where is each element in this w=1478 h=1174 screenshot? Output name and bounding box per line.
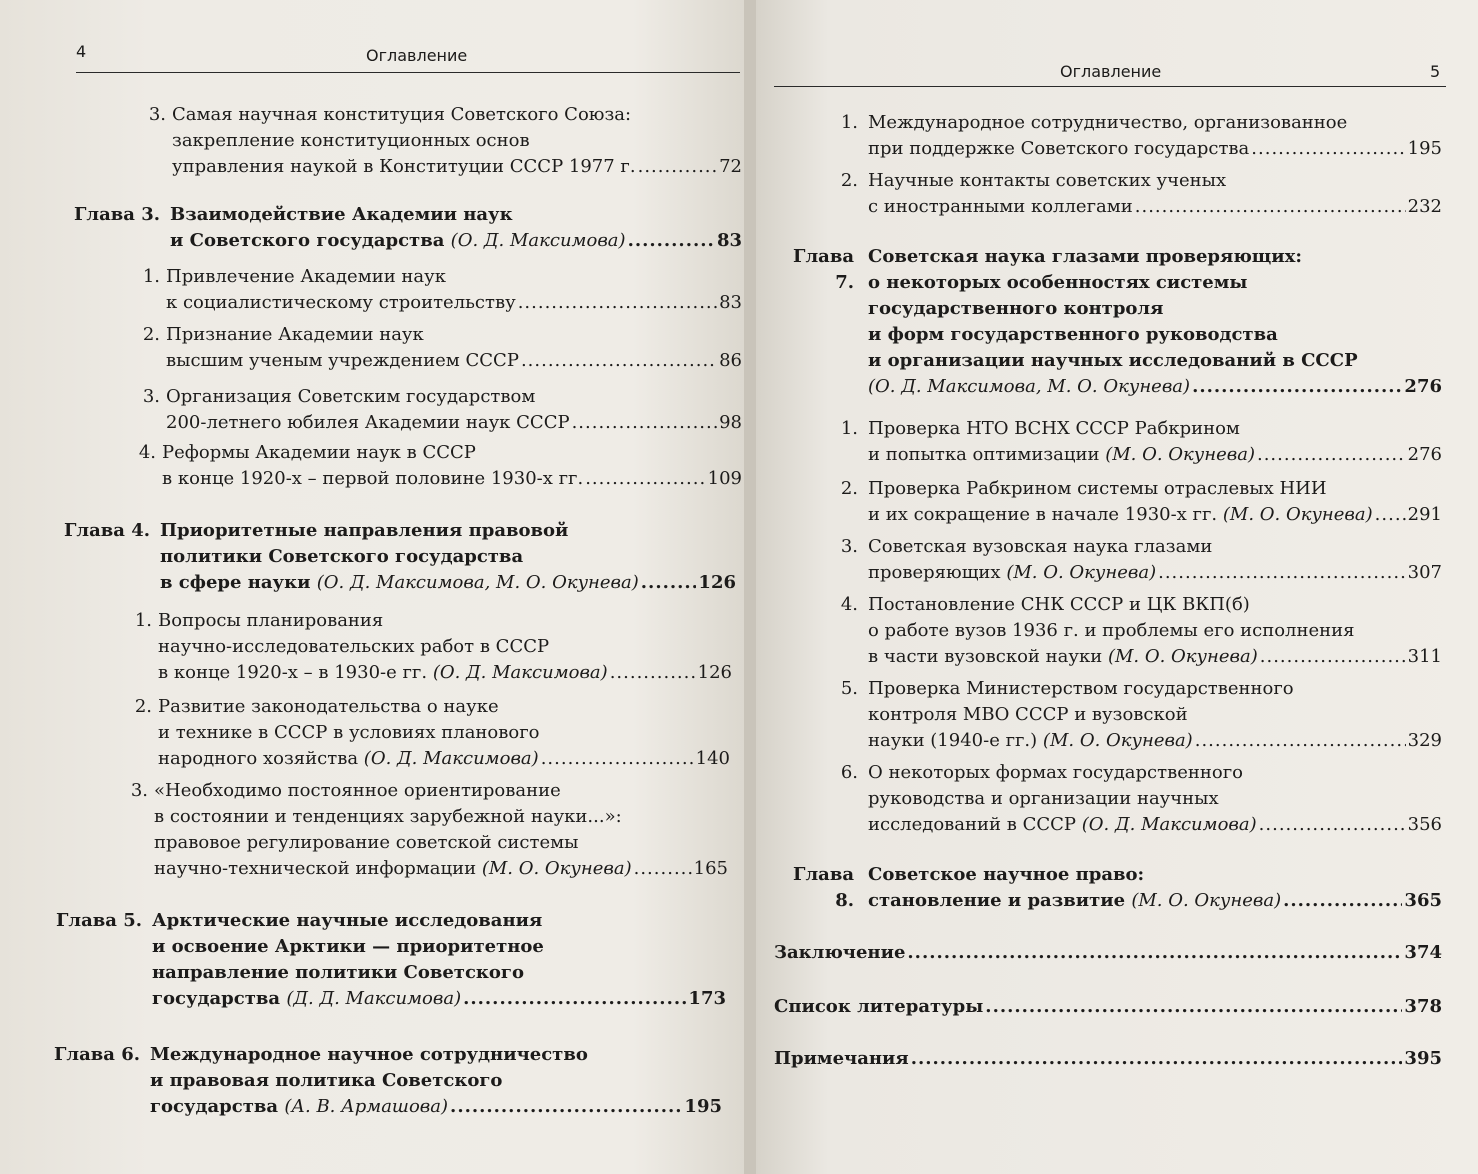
entry-title-line: управления наукой в Конституции СССР 1977 г. xyxy=(172,156,636,177)
chapter-title-line: политики Советского государства xyxy=(160,546,524,567)
entry-title-line: Проверка НТО ВСНХ СССР Рабкрином xyxy=(868,418,1240,439)
author: (М. О. Окунева) xyxy=(1006,562,1157,583)
entry-title-line: Самая научная конституция Советского Союза: xyxy=(172,104,632,125)
entry-number: 3. xyxy=(840,536,858,557)
entry-last-line xyxy=(868,502,1442,528)
entry-last-line xyxy=(162,466,742,492)
entry-title-line: закрепление конституционных основ xyxy=(172,130,530,151)
chapter-last-line xyxy=(152,986,726,1012)
chapter-title-line: государства xyxy=(150,1096,279,1117)
entry-last-line xyxy=(868,560,1442,586)
running-header: Оглавление xyxy=(366,46,468,65)
chapter-number: Глава 6. xyxy=(54,1044,141,1065)
entry-last-line xyxy=(166,348,742,374)
dot-leader xyxy=(1375,502,1406,528)
dot-leader xyxy=(1259,812,1406,838)
entry-title-line: Проверка Рабкрином системы отраслевых НИИ xyxy=(868,478,1327,499)
page-ref: 83 xyxy=(716,230,742,251)
entry-number: 2. xyxy=(840,170,858,191)
page-ref: 395 xyxy=(1404,1048,1442,1069)
dot-leader xyxy=(1251,136,1405,162)
entry-number: 3. xyxy=(130,780,148,801)
dot-leader xyxy=(463,986,686,1012)
entry-title-line: исследований в СССР xyxy=(868,814,1077,835)
page-number: 5 xyxy=(1430,62,1441,81)
entry-title-line: Привлечение Академии наук xyxy=(166,266,446,287)
entry-title-line: О некоторых формах государственного xyxy=(868,762,1243,783)
chapter-title-line: Арктические научные исследования xyxy=(152,910,543,931)
page-ref: 195 xyxy=(684,1096,722,1117)
entry-title-line: о работе вузов 1936 г. и проблемы его исполнения xyxy=(868,620,1355,641)
chapter-title-line: и освоение Арктики — приоритетное xyxy=(152,936,544,957)
chapter-number: Глава 4. xyxy=(64,520,151,541)
page-ref: 356 xyxy=(1407,814,1442,835)
entry-title-line: в конце 1920-х – в 1930-е гг. xyxy=(158,662,428,683)
author: (О. Д. Максимова) xyxy=(450,230,626,251)
dot-leader xyxy=(521,348,717,374)
author: (О. Д. Максимова) xyxy=(432,662,608,683)
entry-title-line: Постановление СНК СССР и ЦК ВКП(б) xyxy=(868,594,1250,615)
entry-number: 2. xyxy=(142,324,160,345)
entry-title-line: Советская вузовская наука глазами xyxy=(868,536,1213,557)
entry-title-line: проверяющих xyxy=(868,562,1001,583)
author: (Д. Д. Максимова) xyxy=(286,988,462,1009)
chapter-title-line: государственного контроля xyxy=(868,298,1164,319)
dot-leader xyxy=(985,994,1402,1020)
chapter-title-line: Советская наука глазами проверяющих: xyxy=(868,246,1302,267)
page-ref: 165 xyxy=(693,858,728,879)
entry-number: 3. xyxy=(142,386,160,407)
dot-leader xyxy=(1158,560,1406,586)
page-ref: 374 xyxy=(1404,942,1442,963)
chapter-title-line: о некоторых особенностях системы xyxy=(868,272,1248,293)
book-gutter xyxy=(744,0,756,1174)
page-ref: 83 xyxy=(719,292,742,313)
author: (М. О. Окунева) xyxy=(1042,730,1193,751)
entry-last-line xyxy=(172,154,742,180)
entry-title-line: 200-летнего юбилея Академии наук СССР xyxy=(166,412,570,433)
page-ref: 72 xyxy=(719,156,742,177)
chapter-number: Глава 5. xyxy=(56,910,143,931)
entry-title-line: и технике в СССР в условиях планового xyxy=(158,722,540,743)
chapter-last-line xyxy=(868,888,1442,914)
entry-number: 1. xyxy=(840,418,858,439)
entry-number: 4. xyxy=(138,442,156,463)
dot-leader xyxy=(1192,374,1402,400)
entry-number: 1. xyxy=(142,266,160,287)
backmatter-title: Список литературы xyxy=(774,996,984,1017)
entry-title-line: Научные контакты советских ученых xyxy=(868,170,1227,191)
backmatter-line xyxy=(774,994,1442,1020)
entry-title-line: «Необходимо постоянное ориентирование xyxy=(154,780,561,801)
entry-title-line: Развитие законодательства о науке xyxy=(158,696,499,717)
entry-last-line xyxy=(868,136,1442,162)
chapter-number: Глава 3. xyxy=(74,204,161,225)
dot-leader xyxy=(1260,644,1406,670)
entry-last-line xyxy=(868,442,1442,468)
entry-title-line: высшим ученым учреждением СССР xyxy=(166,350,519,371)
chapter-number: Глава 7. xyxy=(793,246,854,293)
entry-title-line: в конце 1920-х – первой половине 1930-х гг. xyxy=(162,468,584,489)
page-ref: 276 xyxy=(1404,376,1442,397)
entry-title-line: контроля МВО СССР и вузовской xyxy=(868,704,1188,725)
entry-last-line xyxy=(868,644,1442,670)
page-ref: 86 xyxy=(719,350,742,371)
backmatter-title: Примечания xyxy=(774,1048,909,1069)
dot-leader xyxy=(541,746,694,772)
author: (О. Д. Максимова, М. О. Окунева) xyxy=(868,376,1191,397)
page-ref: 126 xyxy=(698,572,736,593)
entry-title-line: руководства и организации научных xyxy=(868,788,1219,809)
entry-last-line xyxy=(868,812,1442,838)
chapter-number: Глава 8. xyxy=(793,864,854,911)
chapter-last-line xyxy=(170,228,742,254)
chapter-last-line xyxy=(160,570,736,596)
page-ref: 126 xyxy=(697,662,732,683)
entry-last-line xyxy=(868,194,1442,220)
chapter-title-line: становление и развитие xyxy=(868,890,1126,911)
dot-leader xyxy=(907,940,1402,966)
entry-last-line xyxy=(158,746,730,772)
entry-title-line: и их сокращение в начале 1930-х гг. xyxy=(868,504,1218,525)
page-ref: 311 xyxy=(1407,646,1442,667)
dot-leader xyxy=(518,290,717,316)
page-ref: 109 xyxy=(707,468,742,489)
entry-title-line: науки (1940-е гг.) xyxy=(868,730,1038,751)
page-ref: 98 xyxy=(719,412,742,433)
author: (М. О. Окунева) xyxy=(1222,504,1373,525)
page-ref: 195 xyxy=(1407,138,1442,159)
entry-title-line: научно-технической информации xyxy=(154,858,477,879)
dot-leader xyxy=(634,856,692,882)
entry-title-line: в состоянии и тенденциях зарубежной науки...»: xyxy=(154,806,622,827)
entry-title-line: Вопросы планирования xyxy=(158,610,384,631)
author: (М. О. Окунева) xyxy=(1105,444,1255,465)
chapter-title-line: Советское научное право: xyxy=(868,864,1145,885)
entry-title-line: народного хозяйства xyxy=(158,748,359,769)
entry-title-line: Проверка Министерством государственного xyxy=(868,678,1294,699)
entry-last-line xyxy=(868,728,1442,754)
chapter-title-line: и правовая политика Советского xyxy=(150,1070,503,1091)
entry-title-line: Реформы Академии наук в СССР xyxy=(162,442,476,463)
page-ref: 329 xyxy=(1407,730,1442,751)
chapter-title-line: Взаимодействие Академии наук xyxy=(170,204,513,225)
dot-leader xyxy=(641,570,697,596)
dot-leader xyxy=(1195,728,1406,754)
entry-title-line: правовое регулирование советской системы xyxy=(154,832,579,853)
dot-leader xyxy=(610,660,696,686)
chapter-title-line: и форм государственного руководства xyxy=(868,324,1278,345)
chapter-title-line: и Советского государства xyxy=(170,230,445,251)
entry-title-line: Организация Советским государством xyxy=(166,386,536,407)
running-header: Оглавление xyxy=(1060,62,1162,81)
entry-title-line: научно-исследовательских работ в СССР xyxy=(158,636,550,657)
chapter-title-line: направление политики Советского xyxy=(152,962,524,983)
chapter-last-line xyxy=(868,374,1442,400)
chapter-title-line: Международное научное сотрудничество xyxy=(150,1044,588,1065)
backmatter-line xyxy=(774,940,1442,966)
header-rule xyxy=(774,86,1446,87)
entry-number: 4. xyxy=(840,594,858,615)
author: (М. О. Окунева) xyxy=(481,858,632,879)
dot-leader xyxy=(1283,888,1402,914)
dot-leader xyxy=(911,1046,1403,1072)
page-ref: 173 xyxy=(688,988,726,1009)
author: (О. Д. Максимова, М. О. Окунева) xyxy=(316,572,639,593)
dot-leader xyxy=(585,466,705,492)
dot-leader xyxy=(628,228,715,254)
chapter-title-line: в сфере науки xyxy=(160,572,311,593)
entry-title-line: к социалистическому строительству xyxy=(166,292,516,313)
entry-title-line: Международное сотрудничество, организованное xyxy=(868,112,1348,133)
page-ref: 276 xyxy=(1407,444,1442,465)
entry-title-line: с иностранными коллегами xyxy=(868,196,1133,217)
entry-last-line xyxy=(166,290,742,316)
chapter-title-line: государства xyxy=(152,988,281,1009)
backmatter-title: Заключение xyxy=(774,942,906,963)
entry-last-line xyxy=(158,660,732,686)
entry-number: 5. xyxy=(840,678,858,699)
page-number: 4 xyxy=(76,42,87,61)
page-ref: 378 xyxy=(1404,996,1442,1017)
dot-leader xyxy=(638,154,718,180)
entry-number: 1. xyxy=(840,112,858,133)
page-ref: 140 xyxy=(695,748,730,769)
chapter-title-line: и организации научных исследований в СССР xyxy=(868,350,1358,371)
author: (О. Д. Максимова) xyxy=(1081,814,1257,835)
dot-leader xyxy=(450,1094,682,1120)
page-ref: 232 xyxy=(1407,196,1442,217)
entry-number: 2. xyxy=(840,478,858,499)
entry-number: 1. xyxy=(134,610,152,631)
entry-title-line: и попытка оптимизации xyxy=(868,444,1100,465)
entry-number: 6. xyxy=(840,762,858,783)
author: (М. О. Окунева) xyxy=(1131,890,1282,911)
entry-title-line: в части вузовской науки xyxy=(868,646,1103,667)
dot-leader xyxy=(1257,442,1406,468)
entry-last-line xyxy=(166,410,742,436)
dot-leader xyxy=(572,410,718,436)
backmatter-line xyxy=(774,1046,1442,1072)
page-ref: 365 xyxy=(1404,890,1442,911)
entry-number: 3. xyxy=(148,104,166,125)
author: (М. О. Окунева) xyxy=(1107,646,1258,667)
entry-number: 2. xyxy=(134,696,152,717)
entry-last-line xyxy=(154,856,728,882)
chapter-title-line: Приоритетные направления правовой xyxy=(160,520,569,541)
page-ref: 307 xyxy=(1407,562,1442,583)
dot-leader xyxy=(1135,194,1406,220)
entry-title-line: при поддержке Советского государства xyxy=(868,138,1250,159)
entry-title-line: Признание Академии наук xyxy=(166,324,424,345)
author: (О. Д. Максимова) xyxy=(363,748,539,769)
chapter-last-line xyxy=(150,1094,722,1120)
right-page xyxy=(756,0,1478,1174)
page-ref: 291 xyxy=(1407,504,1442,525)
header-rule xyxy=(76,72,740,73)
author: (А. В. Армашова) xyxy=(284,1096,449,1117)
